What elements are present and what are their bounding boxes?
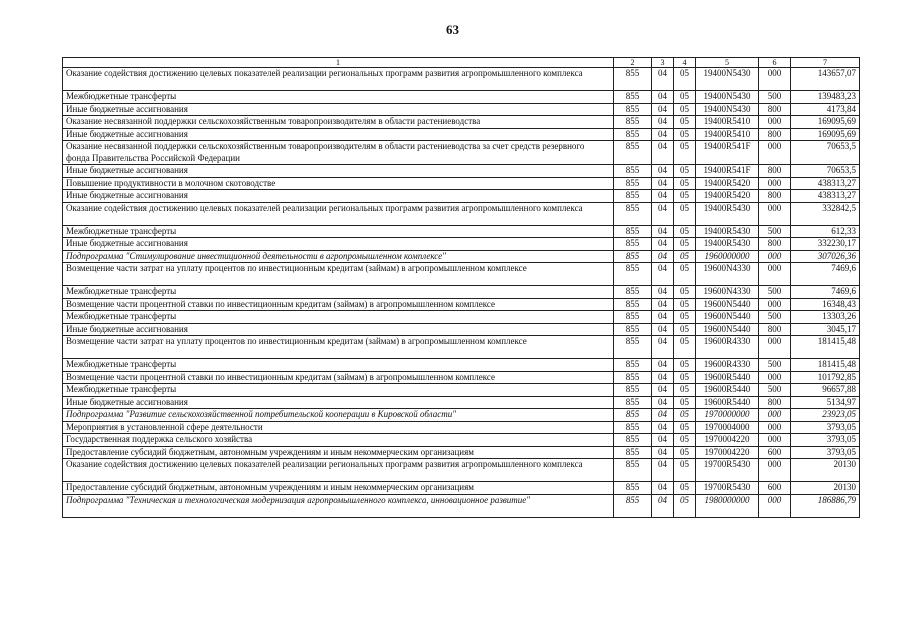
amount-cell: 307026,36 [791,250,860,263]
row-name-cell: Иные бюджетные ассигнования [63,238,614,251]
subsection-code-cell: 05 [674,323,696,336]
section-code-cell: 04 [652,359,674,372]
target-article-cell: 19600R5440 [696,371,759,384]
row-name-cell: Возмещение части процентной ставки по инвестиционным кредитам (займам) в агропромышленном комплексе [63,371,614,384]
section-code-cell: 04 [652,494,674,517]
target-article-cell: 19600N5440 [696,311,759,324]
admin-code-cell: 855 [614,409,652,422]
subsection-code-cell: 05 [674,311,696,324]
table-row [63,225,860,238]
row-name-cell: Оказание содействия достижению целевых показателей реализации региональных программ развития агропромышленного комплекса [63,68,614,91]
table-row [63,298,860,311]
section-code-cell: 04 [652,446,674,459]
amount-cell: 20130 [791,459,860,482]
admin-code-cell: 855 [614,336,652,359]
admin-code-cell: 855 [614,446,652,459]
amount-cell: 3045,17 [791,323,860,336]
row-name-cell: Мероприятия в установленной сфере деятельности [63,421,614,434]
target-article-cell: 19600R5440 [696,384,759,397]
expense-type-cell: 000 [759,141,791,165]
target-article-cell: 1970000000 [696,409,759,422]
row-name-cell: Межбюджетные трансферты [63,286,614,299]
row-name-cell: Возмещение части затрат на уплату процентов по инвестиционным кредитам (займам) в агропромышленном комплексе [63,263,614,286]
section-code-cell: 04 [652,116,674,129]
target-article-cell: 19600R5440 [696,396,759,409]
expense-type-cell: 000 [759,459,791,482]
subsection-code-cell: 05 [674,165,696,178]
amount-cell: 181415,48 [791,336,860,359]
admin-code-cell: 855 [614,91,652,104]
section-code-cell: 04 [652,311,674,324]
section-code-cell: 04 [652,482,674,495]
row-name-cell: Межбюджетные трансферты [63,359,614,372]
subsection-code-cell: 05 [674,91,696,104]
target-article-cell: 19600N5440 [696,298,759,311]
row-name-cell: Межбюджетные трансферты [63,225,614,238]
admin-code-cell: 855 [614,396,652,409]
admin-code-cell: 855 [614,116,652,129]
row-name-cell: Иные бюджетные ассигнования [63,103,614,116]
column-header: 4 [674,58,696,68]
table-row [63,238,860,251]
target-article-cell: 19700R5430 [696,459,759,482]
column-header: 6 [759,58,791,68]
table-body [63,68,860,518]
expense-type-cell: 800 [759,128,791,141]
table-row [63,359,860,372]
expense-type-cell: 800 [759,396,791,409]
expense-type-cell: 600 [759,446,791,459]
expense-type-cell: 000 [759,263,791,286]
target-article-cell: 19600N5440 [696,323,759,336]
amount-cell: 70653,5 [791,141,860,165]
target-article-cell: 19400R5410 [696,116,759,129]
section-code-cell: 04 [652,336,674,359]
expense-type-cell: 800 [759,323,791,336]
amount-cell: 23923,05 [791,409,860,422]
admin-code-cell: 855 [614,177,652,190]
target-article-cell: 1980000000 [696,494,759,517]
row-name-cell: Оказание содействия достижению целевых показателей реализации региональных программ развития агропромышленного комплекса [63,459,614,482]
amount-cell: 4173,84 [791,103,860,116]
amount-cell: 612,33 [791,225,860,238]
target-article-cell: 19400R541F [696,141,759,165]
table-row [63,311,860,324]
section-code-cell: 04 [652,409,674,422]
expense-type-cell: 500 [759,225,791,238]
target-article-cell: 19600N4330 [696,286,759,299]
subsection-code-cell: 05 [674,177,696,190]
table-row [63,141,860,165]
admin-code-cell: 855 [614,103,652,116]
amount-cell: 438313,27 [791,177,860,190]
table-row [63,103,860,116]
row-name-cell: Иные бюджетные ассигнования [63,128,614,141]
admin-code-cell: 855 [614,421,652,434]
expense-type-cell: 000 [759,494,791,517]
subsection-code-cell: 05 [674,128,696,141]
row-name-cell: Оказание несвязанной поддержки сельскохозяйственным товаропроизводителям в области растениеводства за счет средств резервного фонда Правительства Российской Федерации [63,141,614,165]
target-article-cell: 19400N5430 [696,103,759,116]
section-code-cell: 04 [652,421,674,434]
row-name-cell: Подпрограмма "Техническая и технологическая модернизация агропромышленного комплекса, инновационное развитие" [63,494,614,517]
expense-type-cell: 500 [759,384,791,397]
target-article-cell: 19600R4330 [696,359,759,372]
row-name-cell: Межбюджетные трансферты [63,311,614,324]
amount-cell: 143657,07 [791,68,860,91]
amount-cell: 7469,6 [791,263,860,286]
row-name-cell: Возмещение части затрат на уплату процентов по инвестиционным кредитам (займам) в агропромышленном комплексе [63,336,614,359]
target-article-cell: 19400R5420 [696,190,759,203]
section-code-cell: 04 [652,263,674,286]
section-code-cell: 04 [652,103,674,116]
admin-code-cell: 855 [614,68,652,91]
subsection-code-cell: 05 [674,409,696,422]
target-article-cell: 19600R4330 [696,336,759,359]
section-code-cell: 04 [652,434,674,447]
section-code-cell: 04 [652,238,674,251]
row-name-cell: Оказание содействия достижению целевых показателей реализации региональных программ развития агропромышленного комплекса [63,202,614,225]
expense-type-cell: 500 [759,91,791,104]
section-code-cell: 04 [652,323,674,336]
row-name-cell: Иные бюджетные ассигнования [63,396,614,409]
expense-type-cell: 000 [759,434,791,447]
row-name-cell: Подпрограмма "Развитие сельскохозяйственной потребительской кооперации в Кировской области" [63,409,614,422]
section-code-cell: 04 [652,91,674,104]
row-name-cell: Иные бюджетные ассигнования [63,165,614,178]
target-article-cell: 19400R5410 [696,128,759,141]
amount-cell: 438313,27 [791,190,860,203]
section-code-cell: 04 [652,250,674,263]
expense-type-cell: 600 [759,482,791,495]
target-article-cell: 19400N5430 [696,68,759,91]
row-name-cell: Межбюджетные трансферты [63,91,614,104]
subsection-code-cell: 05 [674,116,696,129]
expense-type-cell: 000 [759,177,791,190]
amount-cell: 3793,05 [791,421,860,434]
target-article-cell: 19400R5430 [696,238,759,251]
target-article-cell: 1970004220 [696,434,759,447]
expense-type-cell: 000 [759,250,791,263]
section-code-cell: 04 [652,225,674,238]
amount-cell: 3793,05 [791,434,860,447]
row-name-cell: Межбюджетные трансферты [63,384,614,397]
budget-table [62,57,860,518]
subsection-code-cell: 05 [674,359,696,372]
amount-cell: 332230,17 [791,238,860,251]
expense-type-cell: 000 [759,202,791,225]
column-header: 5 [696,58,759,68]
section-code-cell: 04 [652,190,674,203]
subprogram-row [63,409,860,422]
expense-type-cell: 000 [759,371,791,384]
expense-type-cell: 500 [759,359,791,372]
table-row [63,446,860,459]
admin-code-cell: 855 [614,190,652,203]
table-row [63,190,860,203]
table-row [63,263,860,286]
subprogram-row [63,494,860,517]
expense-type-cell: 800 [759,165,791,178]
subsection-code-cell: 05 [674,141,696,165]
table-row [63,91,860,104]
amount-cell: 186886,79 [791,494,860,517]
expense-type-cell: 000 [759,336,791,359]
admin-code-cell: 855 [614,128,652,141]
target-article-cell: 19400R541F [696,165,759,178]
target-article-cell: 19400R5430 [696,225,759,238]
admin-code-cell: 855 [614,311,652,324]
subsection-code-cell: 05 [674,190,696,203]
amount-cell: 181415,48 [791,359,860,372]
subsection-code-cell: 05 [674,371,696,384]
table-row [63,421,860,434]
admin-code-cell: 855 [614,482,652,495]
subsection-code-cell: 05 [674,263,696,286]
admin-code-cell: 855 [614,165,652,178]
target-article-cell: 19600N4330 [696,263,759,286]
expense-type-cell: 500 [759,311,791,324]
section-code-cell: 04 [652,128,674,141]
table-row [63,165,860,178]
subsection-code-cell: 05 [674,396,696,409]
admin-code-cell: 855 [614,298,652,311]
section-code-cell: 04 [652,396,674,409]
table-row [63,202,860,225]
target-article-cell: 19400R5430 [696,202,759,225]
table-row [63,459,860,482]
section-code-cell: 04 [652,298,674,311]
expense-type-cell: 000 [759,116,791,129]
section-code-cell: 04 [652,384,674,397]
admin-code-cell: 855 [614,263,652,286]
admin-code-cell: 855 [614,202,652,225]
section-code-cell: 04 [652,141,674,165]
row-name-cell: Подпрограмма "Стимулирование инвестиционной деятельности в агропромышленном комплексе" [63,250,614,263]
section-code-cell: 04 [652,202,674,225]
target-article-cell: 19400R5420 [696,177,759,190]
admin-code-cell: 855 [614,250,652,263]
subsection-code-cell: 05 [674,68,696,91]
column-header: 7 [791,58,860,68]
admin-code-cell: 855 [614,225,652,238]
subsection-code-cell: 05 [674,446,696,459]
amount-cell: 13303,26 [791,311,860,324]
admin-code-cell: 855 [614,238,652,251]
subsection-code-cell: 05 [674,202,696,225]
table-row [63,434,860,447]
section-code-cell: 04 [652,165,674,178]
expense-type-cell: 800 [759,190,791,203]
amount-cell: 16348,43 [791,298,860,311]
subprogram-row [63,250,860,263]
subsection-code-cell: 05 [674,336,696,359]
table-row [63,482,860,495]
amount-cell: 3793,05 [791,446,860,459]
target-article-cell: 1970004220 [696,446,759,459]
subsection-code-cell: 05 [674,421,696,434]
subsection-code-cell: 05 [674,103,696,116]
admin-code-cell: 855 [614,141,652,165]
row-name-cell: Государственная поддержка сельского хозяйства [63,434,614,447]
subsection-code-cell: 05 [674,434,696,447]
amount-cell: 101792,85 [791,371,860,384]
table-row [63,371,860,384]
row-name-cell: Повышение продуктивности в молочном скотоводстве [63,177,614,190]
table-row [63,128,860,141]
table-row [63,396,860,409]
column-header: 2 [614,58,652,68]
amount-cell: 70653,5 [791,165,860,178]
row-name-cell: Оказание несвязанной поддержки сельскохозяйственным товаропроизводителям в области растениеводства [63,116,614,129]
section-code-cell: 04 [652,371,674,384]
expense-type-cell: 000 [759,409,791,422]
subsection-code-cell: 05 [674,459,696,482]
amount-cell: 332842,5 [791,202,860,225]
section-code-cell: 04 [652,177,674,190]
amount-cell: 7469,6 [791,286,860,299]
subsection-code-cell: 05 [674,494,696,517]
expense-type-cell: 500 [759,286,791,299]
subsection-code-cell: 05 [674,482,696,495]
row-name-cell: Предоставление субсидий бюджетным, автономным учреждениям и иным некоммерческим организациям [63,482,614,495]
subsection-code-cell: 05 [674,286,696,299]
amount-cell: 20130 [791,482,860,495]
row-name-cell: Иные бюджетные ассигнования [63,323,614,336]
admin-code-cell: 855 [614,359,652,372]
table-row [63,384,860,397]
table-row [63,323,860,336]
admin-code-cell: 855 [614,434,652,447]
column-header: 1 [63,58,614,68]
subsection-code-cell: 05 [674,298,696,311]
section-code-cell: 04 [652,68,674,91]
row-name-cell: Возмещение части процентной ставки по инвестиционным кредитам (займам) в агропромышленном комплексе [63,298,614,311]
table-row [63,68,860,91]
subsection-code-cell: 05 [674,238,696,251]
table-row [63,116,860,129]
target-article-cell: 1960000000 [696,250,759,263]
expense-type-cell: 000 [759,298,791,311]
amount-cell: 139483,23 [791,91,860,104]
admin-code-cell: 855 [614,459,652,482]
amount-cell: 169095,69 [791,116,860,129]
column-number-row [63,58,860,68]
page-number: 63 [446,22,459,37]
expense-type-cell: 000 [759,421,791,434]
admin-code-cell: 855 [614,494,652,517]
expense-type-cell: 000 [759,68,791,91]
admin-code-cell: 855 [614,286,652,299]
row-name-cell: Предоставление субсидий бюджетным, автономным учреждениям и иным некоммерческим организациям [63,446,614,459]
section-code-cell: 04 [652,286,674,299]
admin-code-cell: 855 [614,384,652,397]
target-article-cell: 19700R5430 [696,482,759,495]
column-header: 3 [652,58,674,68]
amount-cell: 169095,69 [791,128,860,141]
target-article-cell: 19400N5430 [696,91,759,104]
table-row [63,336,860,359]
admin-code-cell: 855 [614,323,652,336]
subsection-code-cell: 05 [674,250,696,263]
section-code-cell: 04 [652,459,674,482]
expense-type-cell: 800 [759,103,791,116]
admin-code-cell: 855 [614,371,652,384]
subsection-code-cell: 05 [674,384,696,397]
table-row [63,177,860,190]
row-name-cell: Иные бюджетные ассигнования [63,190,614,203]
subsection-code-cell: 05 [674,225,696,238]
amount-cell: 5134,97 [791,396,860,409]
table-row [63,286,860,299]
expense-type-cell: 800 [759,238,791,251]
amount-cell: 96657,88 [791,384,860,397]
target-article-cell: 1970004000 [696,421,759,434]
